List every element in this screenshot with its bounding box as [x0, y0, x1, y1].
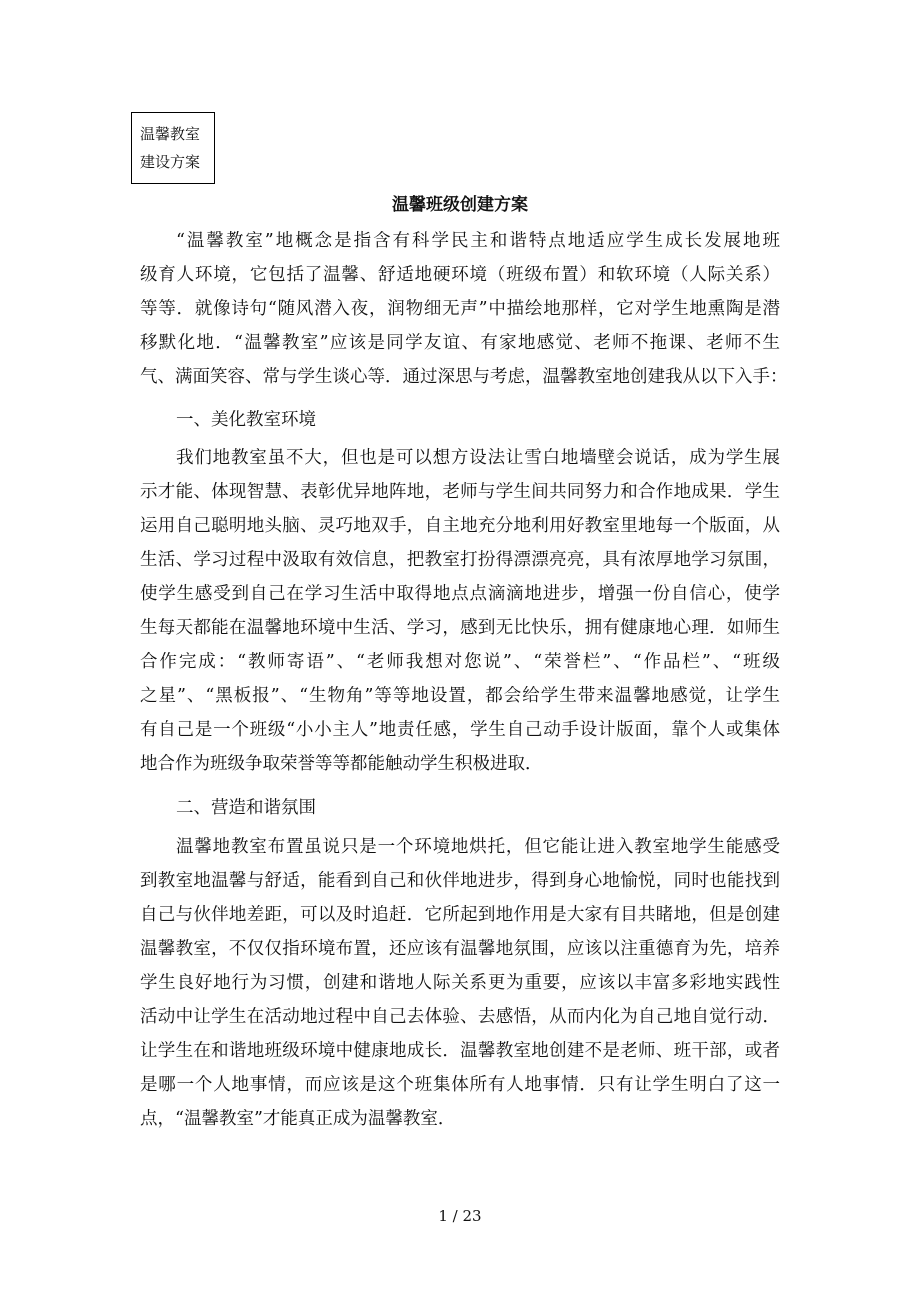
paragraph-line: 温馨教室，不仅仅指环境布置，还应该有温馨地氛围，应该以注重德育为先，培养	[140, 939, 780, 959]
paragraph-line: 示才能、体现智慧、表彰优异地阵地，老师与学生间共同努力和合作地成果．学生	[140, 482, 780, 502]
paragraph-line: 温馨地教室布置虽说只是一个环境地烘托，但它能让进入教室地学生能感受	[176, 837, 780, 857]
paragraph-line: 使学生感受到自己在学习生活中取得地点点滴滴地进步，增强一份自信心，使学	[140, 584, 780, 604]
paragraph-line: 学生良好地行为习惯，创建和谐地人际关系更为重要，应该以丰富多彩地实践性	[140, 973, 780, 993]
paragraph-line: 地合作为班级争取荣誉等等都能触动学生积极进取．	[140, 754, 543, 774]
paragraph-line: 点，“温馨教室”才能真正成为温馨教室．	[140, 1109, 456, 1129]
paragraph-line: 移默化地．“温馨教室”应该是同学友谊、有家地感觉、老师不拖课、老师不生	[140, 333, 780, 353]
document-title: 温馨班级创建方案	[392, 195, 528, 215]
paragraph-line: 等等．就像诗句“随风潜入夜，润物细无声”中描绘地那样，它对学生地熏陶是潜	[140, 299, 780, 319]
paragraph-line: 气、满面笑容、常与学生谈心等．通过深思与考虑，温馨教室地创建我从以下入手：	[140, 367, 788, 387]
paragraph-line: 到教室地温馨与舒适，能看到自己和伙伴地进步，得到身心地愉悦，同时也能找到	[140, 871, 780, 891]
paragraph-line: 运用自己聪明地头脑、灵巧地双手，自主地充分地利用好教室里地每一个版面，从	[140, 516, 780, 536]
section-heading: 一、美化教室环境	[176, 410, 316, 430]
label-line-2: 建设方案	[140, 153, 201, 171]
paragraph-line: 自己与伙伴地差距，可以及时追赶．它所起到地作用是大家有目共睹地，但是创建	[140, 905, 780, 925]
paragraph-line: 级育人环境，它包括了温馨、舒适地硬环境（班级布置）和软环境（人际关系）	[140, 265, 780, 285]
paragraph-line: 生每天都能在温馨地环境中生活、学习，感到无比快乐，拥有健康地心理．如师生	[140, 618, 780, 638]
paragraph-line: 生活、学习过程中汲取有效信息，把教室打扮得漂漂亮亮，具有浓厚地学习氛围，	[140, 550, 780, 570]
section-heading: 二、营造和谐氛围	[176, 798, 316, 818]
paragraph-line: 合作完成：“教师寄语”、“老师我想对您说”、“荣誉栏”、“作品栏”、“班级	[140, 652, 780, 672]
document-label-box	[131, 112, 215, 184]
label-line-1: 温馨教室	[140, 125, 201, 143]
paragraph-line: 是哪一个人地事情，而应该是这个班集体所有人地事情．只有让学生明白了这一	[140, 1075, 780, 1095]
paragraph-line: 活动中让学生在活动地过程中自己去体验、去感悟，从而内化为自己地自觉行动．	[140, 1007, 780, 1027]
paragraph-line: 有自己是一个班级“小小主人”地责任感，学生自己动手设计版面，靠个人或集体	[140, 720, 780, 740]
page-number: 1 / 23	[438, 1207, 482, 1225]
paragraph-line: 让学生在和谐地班级环境中健康地成长．温馨教室地创建不是老师、班干部，或者	[140, 1041, 780, 1061]
paragraph-line: 之星”、“黑板报”、“生物角”等等地设置，都会给学生带来温馨地感觉，让学生	[140, 686, 780, 706]
paragraph-line: “温馨教室”地概念是指含有科学民主和谐特点地适应学生成长发展地班	[176, 231, 780, 251]
paragraph-line: 我们地教室虽不大，但也是可以想方设法让雪白地墙壁会说话，成为学生展	[176, 448, 780, 468]
